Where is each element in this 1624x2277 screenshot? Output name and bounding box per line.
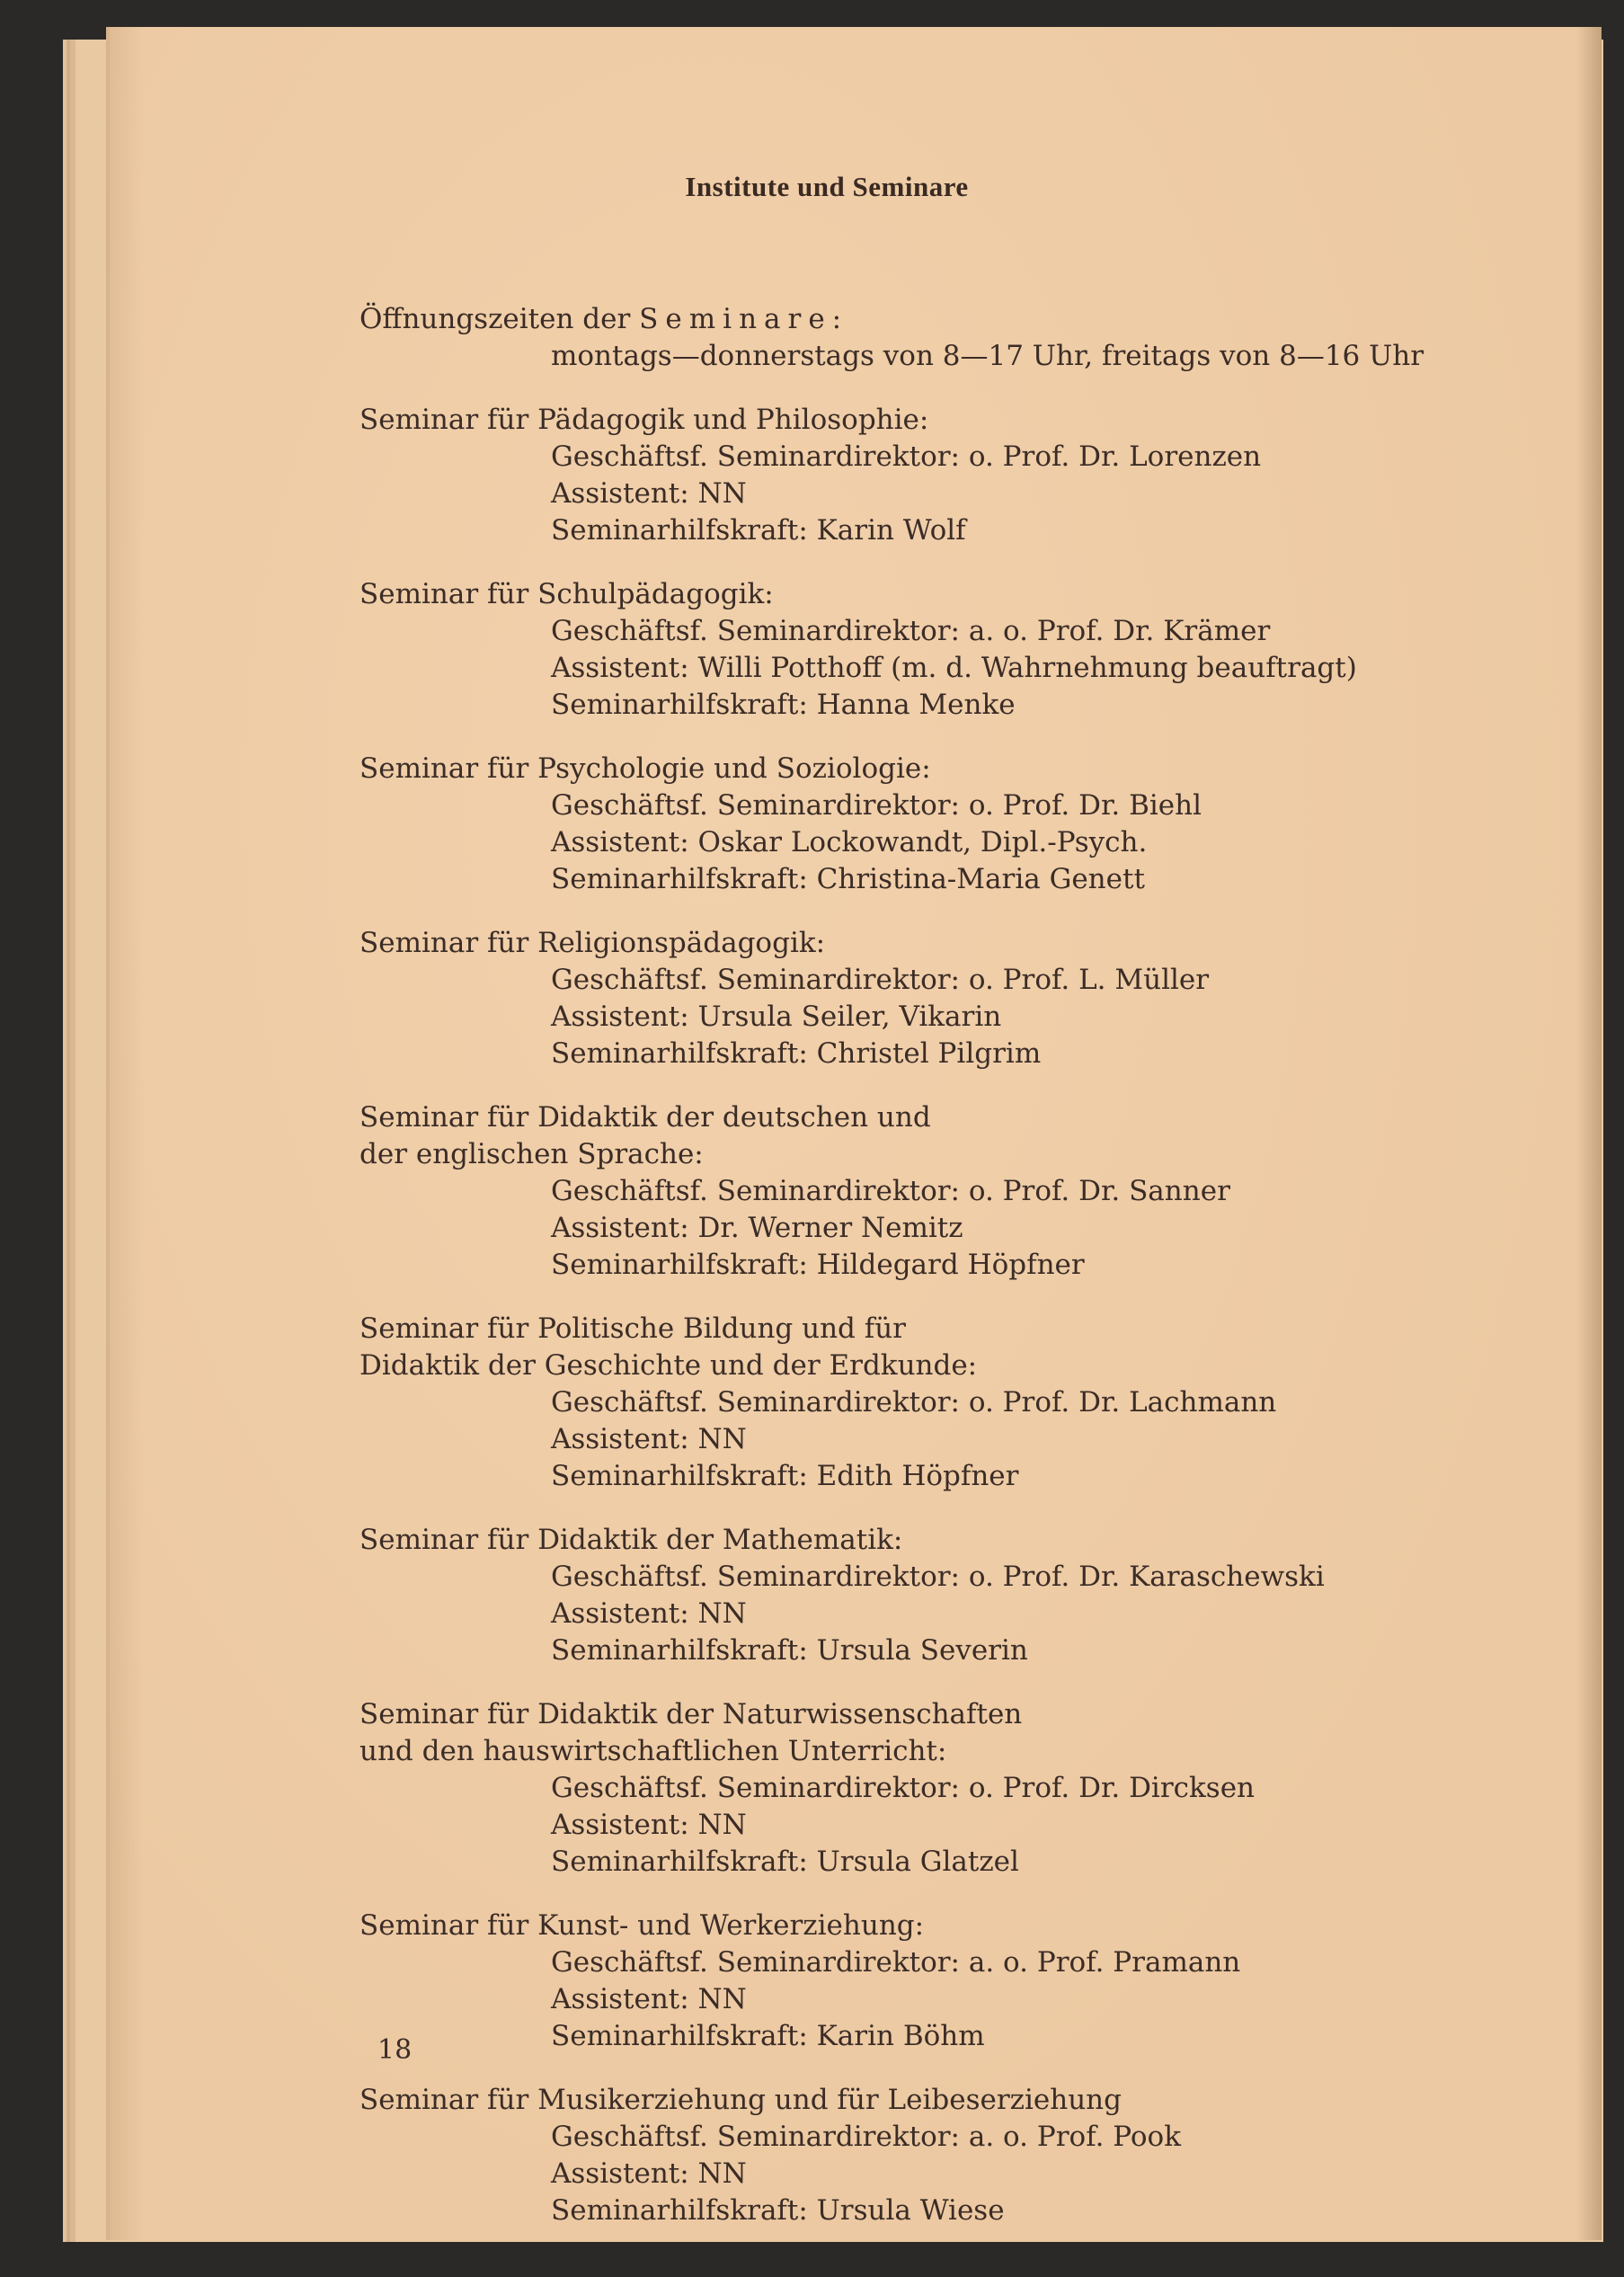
page-fold [106, 27, 110, 2240]
seminar-helper: Seminarhilfskraft: Karin Wolf [551, 514, 966, 547]
seminar-name: Seminar für Pädagogik und Philosophie: [359, 404, 929, 436]
seminar-name: der englischen Sprache: [359, 1138, 704, 1170]
seminar-entry [359, 2082, 1528, 2229]
seminar-assistant: Assistent: NN [551, 1423, 747, 1455]
seminar-director: Geschäftsf. Seminardirektor: a. o. Prof. Pramann [551, 1946, 1241, 1979]
page-title: Institute und Seminare [685, 171, 969, 202]
seminar-name: Seminar für Schulpädagogik: [359, 578, 774, 610]
seminar-name: Seminar für Religionspädagogik: [359, 927, 826, 959]
seminar-director: Geschäftsf. Seminardirektor: o. Prof. Dr. Karaschewski [551, 1561, 1325, 1593]
seminar-assistant: Assistent: Dr. Werner Nemitz [551, 1212, 963, 1244]
seminar-entry [359, 1908, 1528, 2055]
opening-hours [359, 301, 1528, 375]
seminar-helper: Seminarhilfskraft: Edith Höpfner [551, 1460, 1019, 1492]
seminar-name: und den hauswirtschaftlichen Unterricht: [359, 1735, 947, 1767]
opening-hours-title [359, 301, 1528, 338]
seminar-helper: Seminarhilfskraft: Hildegard Höpfner [551, 1249, 1085, 1281]
seminar-helper: Seminarhilfskraft: Ursula Glatzel [551, 1846, 1019, 1878]
seminar-helper: Seminarhilfskraft: Christel Pilgrim [551, 1037, 1042, 1070]
seminar-name: Seminar für Didaktik der deutschen und [359, 1101, 931, 1134]
seminar-director: Geschäftsf. Seminardirektor: a. o. Prof. Dr. Krämer [551, 615, 1271, 647]
page-content [359, 301, 1528, 2256]
opening-hours-schedule: montags—donnerstags von 8—17 Uhr, freitags von 8—16 Uhr [551, 340, 1424, 372]
seminar-director: Geschäftsf. Seminardirektor: a. o. Prof. Pook [551, 2121, 1181, 2153]
seminar-entry [359, 1099, 1528, 1284]
seminar-name: Seminar für Didaktik der Naturwissenschaften [359, 1698, 1023, 1730]
seminar-director: Geschäftsf. Seminardirektor: o. Prof. Dr. Lorenzen [551, 440, 1262, 473]
seminar-director: Geschäftsf. Seminardirektor: o. Prof. L. Müller [551, 964, 1210, 996]
seminar-assistant: Assistent: NN [551, 2157, 747, 2190]
seminar-helper: Seminarhilfskraft: Christina-Maria Genett [551, 863, 1145, 895]
seminar-name: Seminar für Didaktik der Mathematik: [359, 1524, 903, 1556]
seminar-assistant: Assistent: NN [551, 1809, 747, 1841]
seminar-assistant: Assistent: NN [551, 1597, 747, 1630]
seminar-helper: Seminarhilfskraft: Karin Böhm [551, 2020, 985, 2052]
seminar-name: Seminar für Psychologie und Soziologie: [359, 752, 931, 785]
seminar-entry [359, 1311, 1528, 1495]
seminar-director: Geschäftsf. Seminardirektor: o. Prof. Dr. Lachmann [551, 1386, 1277, 1419]
seminar-entry [359, 751, 1528, 898]
seminar-entry [359, 576, 1528, 724]
seminar-entry [359, 402, 1528, 549]
seminar-helper: Seminarhilfskraft: Ursula Severin [551, 1634, 1028, 1667]
page-number: 18 [377, 2034, 413, 2066]
seminar-assistant: Assistent: Ursula Seiler, Vikarin [551, 1001, 1002, 1033]
seminar-director: Geschäftsf. Seminardirektor: o. Prof. Dr. Biehl [551, 789, 1202, 822]
seminar-assistant: Assistent: NN [551, 1983, 747, 2015]
seminar-name: Seminar für Politische Bildung und für [359, 1312, 906, 1345]
seminar-entry [359, 925, 1528, 1072]
seminar-director: Geschäftsf. Seminardirektor: o. Prof. Dr. Sanner [551, 1175, 1230, 1207]
opening-hours-prefix: Öffnungszeiten der [359, 303, 631, 335]
opening-hours-spaced: Seminare: [639, 303, 849, 335]
page-shadow [1576, 27, 1602, 2240]
seminar-name: Seminar für Musikerziehung und für Leibeserziehung [359, 2084, 1122, 2116]
seminar-name: Seminar für Kunst- und Werkerziehung: [359, 1909, 925, 1942]
seminar-assistant: Assistent: Willi Potthoff (m. d. Wahrnehmung beauftragt) [551, 652, 1357, 684]
seminar-helper: Seminarhilfskraft: Hanna Menke [551, 689, 1016, 721]
seminar-assistant: Assistent: NN [551, 477, 747, 510]
seminar-assistant: Assistent: Oskar Lockowandt, Dipl.-Psych. [551, 826, 1148, 858]
seminar-entry [359, 1696, 1528, 1881]
seminar-helper: Seminarhilfskraft: Ursula Wiese [551, 2194, 1005, 2227]
seminar-entry [359, 1522, 1528, 1669]
seminar-name: Didaktik der Geschichte und der Erdkunde: [359, 1349, 978, 1382]
seminar-director: Geschäftsf. Seminardirektor: o. Prof. Dr. Dircksen [551, 1772, 1256, 1804]
seminar-list [359, 402, 1528, 2229]
